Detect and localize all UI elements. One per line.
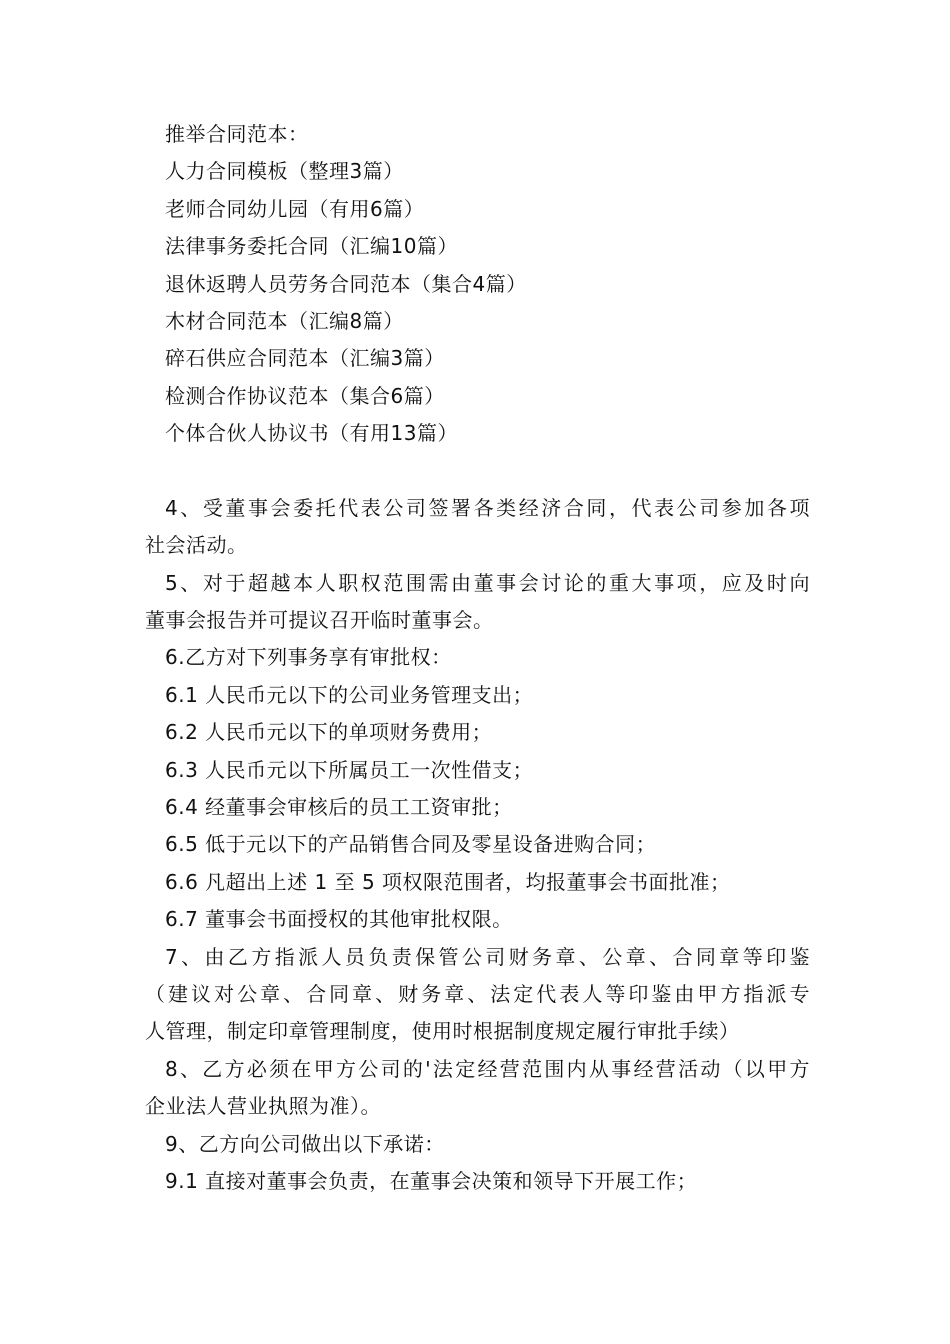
recommend-item[interactable]: 碎石供应合同范本（汇编3篇） [165, 346, 445, 371]
clause-8-line: 企业法人营业执照为准）。 [145, 1094, 381, 1119]
clause-6-item: 6.3 人民币元以下所属员工一次性借支； [165, 757, 534, 782]
clause-6-item: 6.1 人民币元以下的公司业务管理支出； [165, 682, 534, 707]
clause-7-line: 7、由乙方指派人员负责保管公司财务章、公章、合同章等印鉴 [165, 944, 810, 969]
clause-9-item: 9.1 直接对董事会负责，在董事会决策和领导下开展工作； [165, 1168, 698, 1193]
recommend-item[interactable]: 木材合同范本（汇编8篇） [165, 308, 404, 333]
recommend-item[interactable]: 退休返聘人员劳务合同范本（集合4篇） [165, 271, 527, 296]
clause-6-item: 6.5 低于元以下的产品销售合同及零星设备进购合同； [165, 832, 657, 857]
clause-8-line: 8、乙方必须在甲方公司的'法定经营范围内从事经营活动（以甲方 [165, 1056, 810, 1081]
clause-5-line: 5、对于超越本人职权范围需由董事会讨论的重大事项，应及时向 [165, 570, 810, 595]
clause-7-line: 人管理，制定印章管理制度，使用时根据制度规定履行审批手续） [145, 1019, 740, 1044]
clause-6-item: 6.4 经董事会审核后的员工工资审批； [165, 795, 513, 820]
document-content [145, 116, 810, 1200]
recommend-item[interactable]: 法律事务委托合同（汇编10篇） [165, 234, 458, 259]
recommend-item[interactable]: 老师合同幼儿园（有用6篇） [165, 196, 425, 221]
clause-6-item: 6.6 凡超出上述 1 至 5 项权限范围者，均报董事会书面批准； [165, 869, 731, 894]
clause-4-line: 社会活动。 [145, 533, 248, 558]
clause-6-item: 6.2 人民币元以下的单项财务费用； [165, 720, 493, 745]
recommend-heading: 推举合同范本： [165, 122, 309, 146]
recommend-item[interactable]: 个体合伙人协议书（有用13篇） [165, 421, 458, 446]
recommend-item[interactable]: 人力合同模板（整理3篇） [165, 159, 404, 184]
paragraph-gap [145, 453, 810, 490]
clause-7-line: （建议对公章、合同章、财务章、法定代表人等印鉴由甲方指派专 [145, 981, 810, 1006]
clause-6-title: 6.乙方对下列事务享有审批权： [165, 645, 452, 670]
clause-5-line: 董事会报告并可提议召开临时董事会。 [145, 608, 494, 633]
recommend-item[interactable]: 检测合作协议范本（集合6篇） [165, 383, 445, 408]
clause-4-line: 4、受董事会委托代表公司签署各类经济合同，代表公司参加各项 [165, 495, 810, 520]
clause-9-title: 9、乙方向公司做出以下承诺： [165, 1131, 445, 1156]
clause-6-item: 6.7 董事会书面授权的其他审批权限。 [165, 907, 513, 932]
